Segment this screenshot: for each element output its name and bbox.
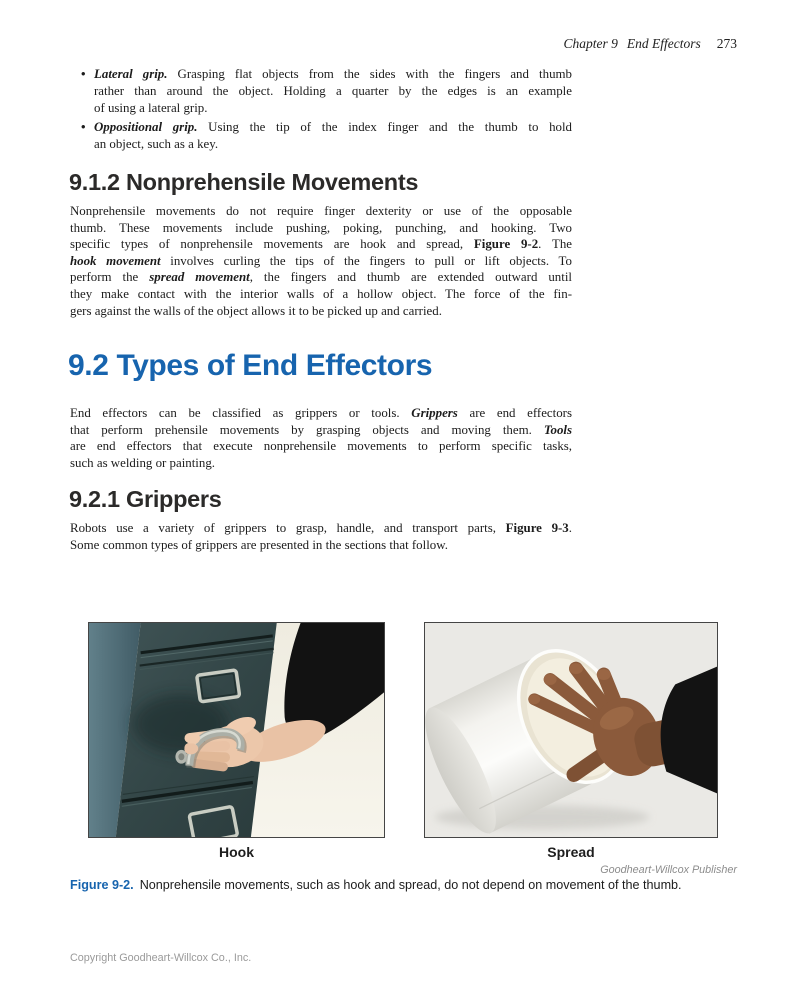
section-heading-92: 9.2 Types of End Effectors <box>68 349 433 382</box>
drawer-lock-core <box>178 753 184 760</box>
section-heading-912: 9.1.2 Nonprehensile Movements <box>69 169 419 195</box>
figure-label: Figure 9-2. <box>70 878 134 892</box>
figure-caption-text: Nonprehensile movements, such as hook and spread, do not depend on movement of the thumb. <box>139 878 682 892</box>
page-number: 273 <box>716 36 737 51</box>
bullet-text: Oppositional grip. Using the tip of the index finger and the thumb to hold an object, such as a key. <box>94 120 572 152</box>
copyright-footer: Copyright Goodheart-Willcox Co., Inc. <box>70 952 252 964</box>
bullet-text: Lateral grip. Grasping flat objects from the sides with the fingers and thumb rather than around the object. Holding a quarter by the edges is an example of using a lateral grip. <box>94 67 572 115</box>
bullet-item-lateral-grip <box>70 66 572 116</box>
section-heading-921: 9.2.1 Grippers <box>69 486 222 512</box>
spread-photo <box>424 622 718 838</box>
section-paragraph-912: Nonprehensile movements do not require finger dexterity or use of the opposable thumb. These movements include pushing, poking, punching, and hooking. Two specific types of nonprehensile movements are hook and spread, Figure 9-2. The hook movement involves curling the tips of the fingers to pull or lift objects. To perform the spread movement, the fingers and thumb are extended outward until they make contact with the interior walls of a hollow object. The force of the fin- gers against the walls of the object allows it to be picked up and carried. <box>70 204 572 318</box>
bullet-list <box>70 66 572 156</box>
file-cabinet-illustration <box>89 623 384 837</box>
spread-caption: Spread <box>547 844 595 860</box>
figure-caption <box>70 878 760 892</box>
bullet-item-oppositional-grip <box>70 119 572 153</box>
section-paragraph-92: End effectors can be classified as grippers or tools. Grippers are end effectors that perform prehensile movements by grasping objects and moving them. Tools are end effectors that execute nonprehensile movements to perform specific tasks, such as welding or painting. <box>70 406 572 470</box>
photo-credit: Goodheart-Willcox Publisher <box>600 864 737 876</box>
hook-caption: Hook <box>219 844 254 860</box>
running-head <box>563 36 737 52</box>
section-paragraph-921: Robots use a variety of grippers to grasp, handle, and transport parts, Figure 9-3. Some common types of grippers are presented in the sections that follow. <box>70 521 572 552</box>
cylinder-illustration <box>425 623 717 837</box>
chapter-title: End Effectors <box>626 36 701 51</box>
chapter-label: Chapter 9 <box>563 36 618 51</box>
hook-photo <box>88 622 385 838</box>
